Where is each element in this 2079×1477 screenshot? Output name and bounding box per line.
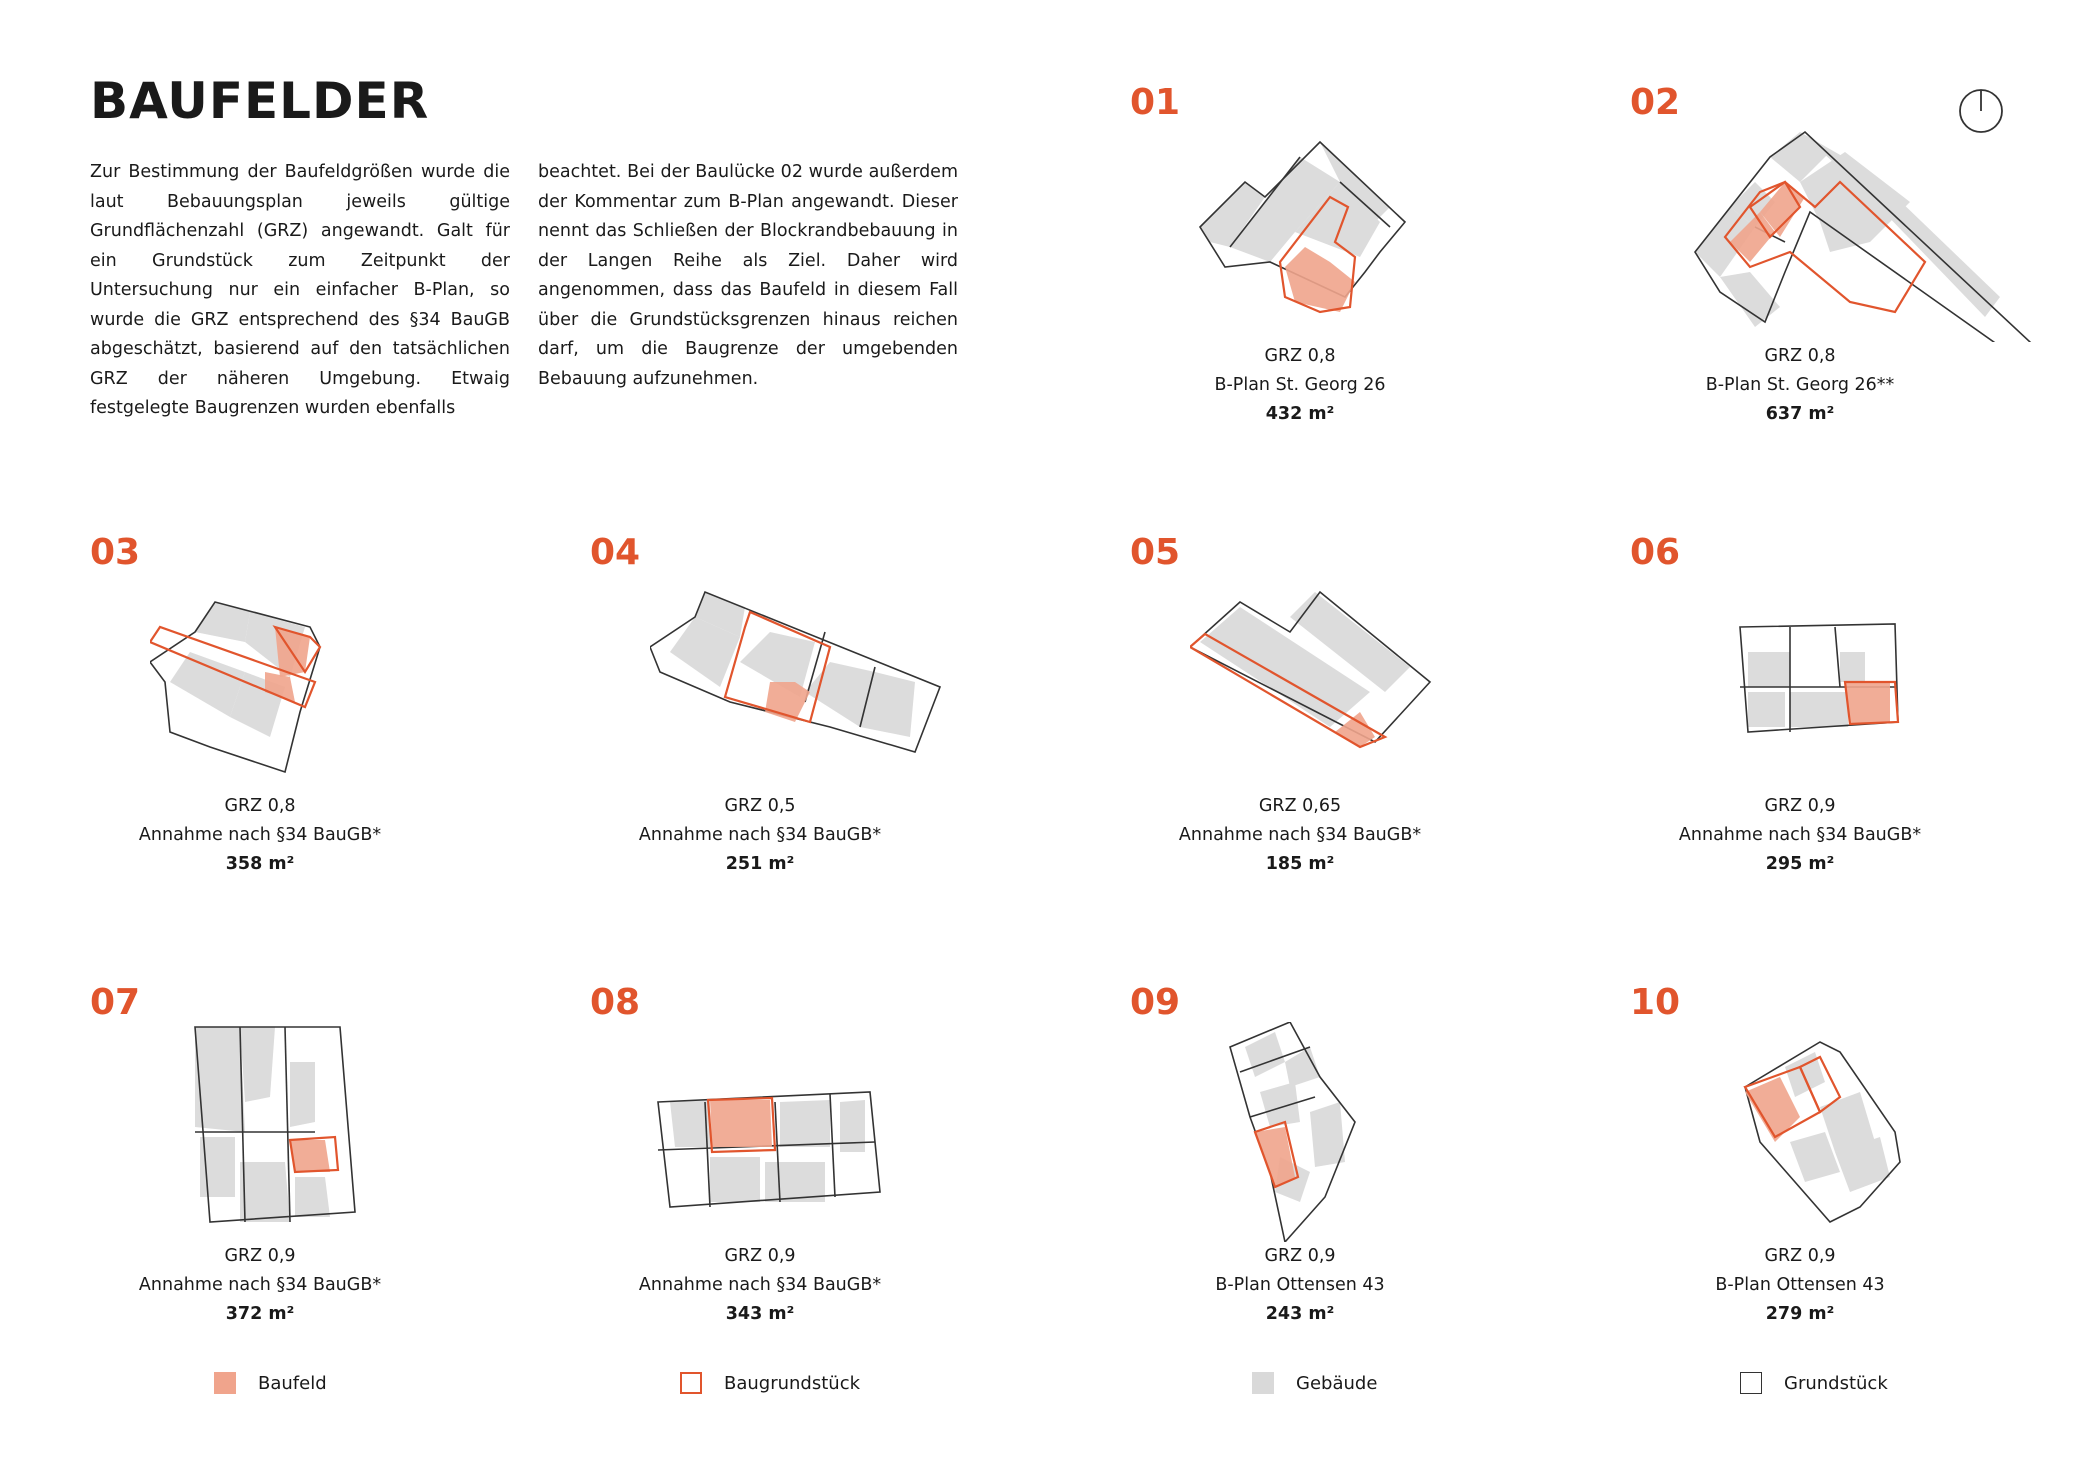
field-area: 372 m² xyxy=(225,1304,295,1324)
baufeld-04 xyxy=(590,532,1090,972)
baufeld-08 xyxy=(590,982,1090,1422)
field-grz: GRZ 0,9 xyxy=(1264,1246,1336,1266)
field-number: 10 xyxy=(1630,982,1681,1023)
field-number: 03 xyxy=(90,532,141,573)
field-grz: GRZ 0,9 xyxy=(224,1246,296,1266)
site-plan-05 xyxy=(1190,572,1450,792)
field-area: 358 m² xyxy=(225,854,295,874)
field-grz: GRZ 0,8 xyxy=(224,796,296,816)
site-plan-04 xyxy=(650,572,970,792)
field-basis: Annahme nach §34 BauGB* xyxy=(638,825,882,845)
field-number: 06 xyxy=(1630,532,1681,573)
site-plan-09 xyxy=(1190,1022,1450,1242)
baufeld-07 xyxy=(90,982,590,1422)
field-number: 08 xyxy=(590,982,641,1023)
site-plan-02 xyxy=(1690,122,2070,342)
field-area: 432 m² xyxy=(1265,404,1335,424)
legend-label: Grundstück xyxy=(1784,1372,1888,1394)
field-grz: GRZ 0,9 xyxy=(1764,1246,1836,1266)
field-grz: GRZ 0,5 xyxy=(724,796,796,816)
baufeld-06 xyxy=(1630,532,2079,972)
field-grz: GRZ 0,8 xyxy=(1264,346,1336,366)
legend-baufeld xyxy=(214,1370,327,1396)
baufeld-10 xyxy=(1630,982,2079,1422)
field-area: 343 m² xyxy=(725,1304,795,1324)
site-plan-10 xyxy=(1690,1022,1950,1242)
field-number: 05 xyxy=(1130,532,1181,573)
site-plan-08 xyxy=(650,1022,970,1242)
field-grz: GRZ 0,8 xyxy=(1764,346,1836,366)
site-plan-06 xyxy=(1690,572,1950,792)
page-title: BAUFELDER xyxy=(90,72,430,130)
field-basis: B-Plan Ottensen 43 xyxy=(1715,1275,1885,1295)
intro-text-col2: beachtet. Bei der Baulücke 02 wurde außerdem der Kommentar zum B-Plan angewandt. Dieser nennt das Schließen der Blockrandbebauung in der Langen Reihe als Ziel. Daher wird angenommen, dass das Baufeld in diesem Fall über die Grundstücksgrenzen hinaus reichen darf, um die Baugrenze der umgebenden Bebauung aufzunehmen. xyxy=(538,162,958,389)
field-area: 251 m² xyxy=(725,854,795,874)
baugrundstueck-swatch-icon xyxy=(680,1372,702,1394)
field-basis: Annahme nach §34 BauGB* xyxy=(138,825,382,845)
site-plan-01 xyxy=(1190,122,1450,342)
field-basis: Annahme nach §34 BauGB* xyxy=(1178,825,1422,845)
field-basis: B-Plan St. Georg 26** xyxy=(1705,375,1895,395)
legend-baugrundstueck xyxy=(680,1370,860,1396)
intro-text-col1: Zur Bestimmung der Baufeldgrößen wurde die laut Bebauungsplan jeweils gültige Grundflächenzahl (GRZ) angewandt. Galt für ein Grundstück zum Zeitpunkt der Untersuchung nur ein einfacher B-Plan, so wurde die GRZ entsprechend des §34 BauGB abgeschätzt, basierend auf den tatsächlichen GRZ der näheren Umgebung. Etwaig festgelegte Baugrenzen wurden ebenfalls xyxy=(90,162,510,418)
baufeld-03 xyxy=(90,532,590,972)
site-plan-07 xyxy=(150,1022,410,1242)
field-basis: Annahme nach §34 BauGB* xyxy=(138,1275,382,1295)
field-number: 01 xyxy=(1130,82,1181,123)
baufeld-05 xyxy=(1130,532,1630,972)
field-area: 637 m² xyxy=(1765,404,1835,424)
site-plan-03 xyxy=(150,572,410,792)
field-area: 279 m² xyxy=(1765,1304,1835,1324)
field-basis: B-Plan St. Georg 26 xyxy=(1214,375,1386,395)
field-area: 243 m² xyxy=(1265,1304,1335,1324)
field-number: 04 xyxy=(590,532,641,573)
legend-gebaeude xyxy=(1252,1370,1377,1396)
field-basis: B-Plan Ottensen 43 xyxy=(1215,1275,1385,1295)
field-basis: Annahme nach §34 BauGB* xyxy=(638,1275,882,1295)
baufeld-09 xyxy=(1130,982,1630,1422)
baufeld-swatch-icon xyxy=(214,1372,236,1394)
legend-label: Gebäude xyxy=(1296,1372,1378,1394)
grundstueck-swatch-icon xyxy=(1740,1372,1762,1394)
legend-label: Baugrundstück xyxy=(724,1372,861,1394)
legend-grundstueck xyxy=(1740,1370,1888,1396)
baufeld-02 xyxy=(1630,82,2079,522)
field-number: 09 xyxy=(1130,982,1181,1023)
field-number: 07 xyxy=(90,982,141,1023)
field-grz: GRZ 0,65 xyxy=(1258,796,1342,816)
field-grz: GRZ 0,9 xyxy=(724,1246,796,1266)
field-number: 02 xyxy=(1630,82,1681,123)
field-basis: Annahme nach §34 BauGB* xyxy=(1678,825,1922,845)
legend-label: Baufeld xyxy=(258,1372,327,1394)
field-area: 185 m² xyxy=(1265,854,1335,874)
gebaeude-swatch-icon xyxy=(1252,1372,1274,1394)
field-area: 295 m² xyxy=(1765,854,1835,874)
field-grz: GRZ 0,9 xyxy=(1764,796,1836,816)
baufeld-01 xyxy=(1130,82,1630,522)
